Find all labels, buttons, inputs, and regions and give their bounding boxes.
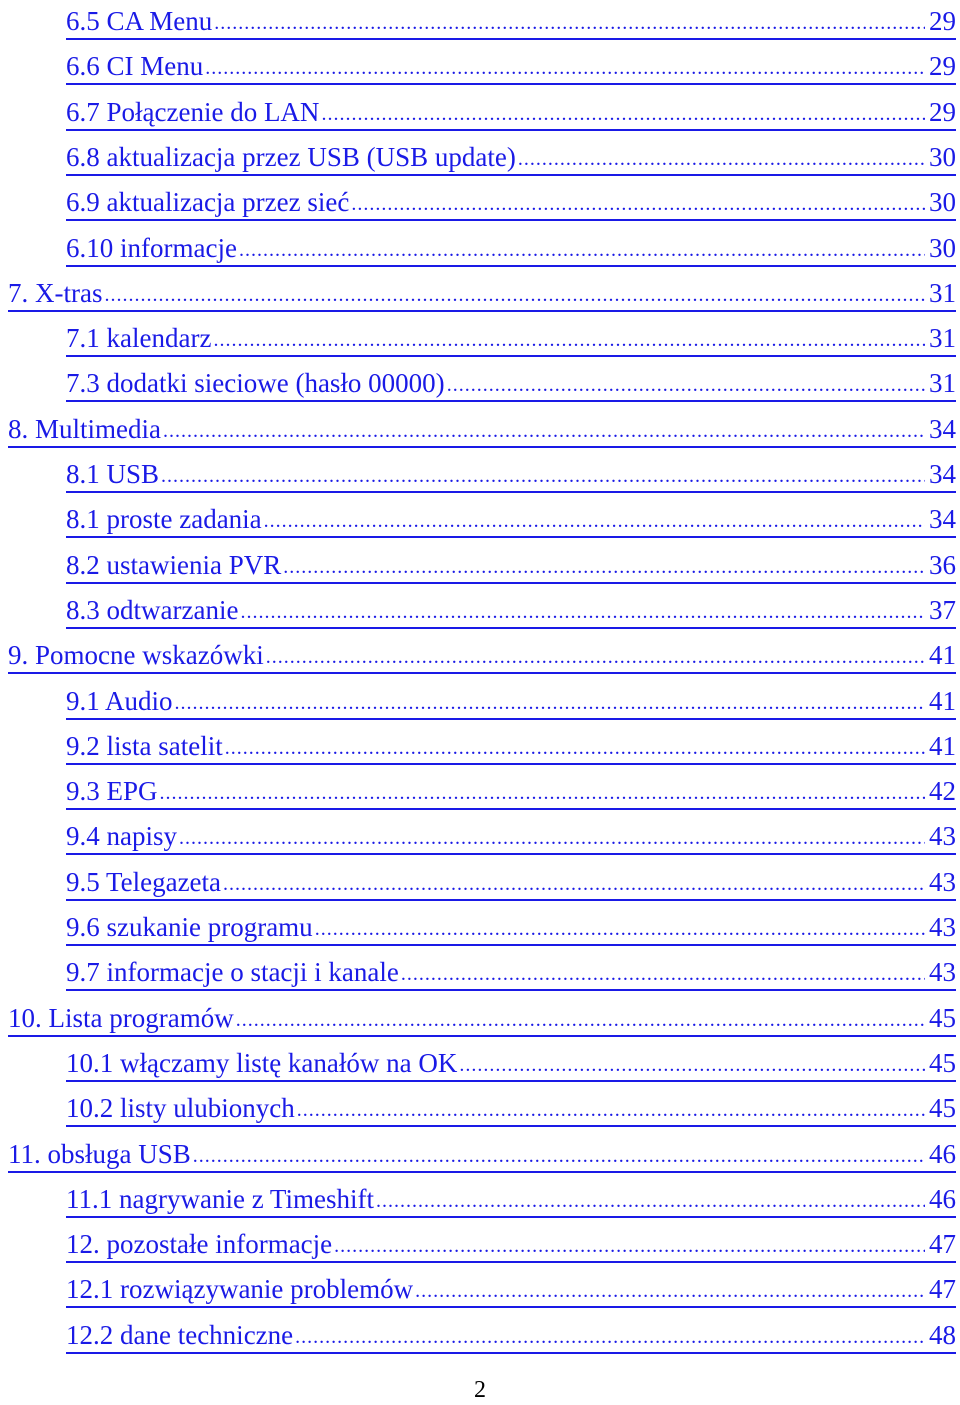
toc-entry-title: 8.1 proste zadania [66,504,262,535]
toc-dot-leader [264,510,925,532]
toc-entry[interactable] [8,634,956,674]
toc-entry[interactable] [66,91,956,131]
toc-entry[interactable] [8,408,956,448]
toc-dot-leader [315,918,925,940]
toc-entry-page: 29 [929,6,956,36]
toc-entry[interactable] [66,589,956,629]
toc-entry-title: 6.5 CA Menu [66,6,213,36]
toc-dot-leader [401,963,925,985]
toc-entry-title: 9.7 informacje o stacji i kanale [66,957,399,988]
toc-entry[interactable] [66,770,956,810]
toc-entry-title: 7. X-tras [8,277,103,308]
toc-dot-leader [161,465,925,487]
toc-entry-page: 31 [929,277,956,308]
toc-dot-leader [447,374,925,396]
toc-entry-page: 31 [929,323,956,354]
toc-entry[interactable] [8,997,956,1037]
toc-entry-title: 6.6 CI Menu [66,51,204,82]
toc-dot-leader [175,692,925,714]
toc-entry-page: 47 [929,1274,956,1305]
toc-entry-page: 41 [929,730,956,761]
toc-dot-leader [205,57,925,79]
toc-entry-page: 30 [929,232,956,263]
toc-dot-leader [376,1190,925,1212]
toc-entry-page: 30 [929,141,956,172]
toc-entry-page: 46 [929,1138,956,1169]
toc-dot-leader [351,193,925,215]
toc-entry-page: 34 [929,504,956,535]
toc-entry-page: 42 [929,776,956,807]
toc-entry-title: 8.3 odtwarzanie [66,594,239,625]
toc-entry-page: 34 [929,459,956,489]
toc-entry-title: 9.5 Telegazeta [66,866,222,897]
toc-entry[interactable] [66,861,956,901]
toc-entry-page: 41 [929,685,956,716]
toc-dot-leader [283,556,925,578]
toc-entry[interactable] [66,1178,956,1218]
toc-entry[interactable] [66,680,956,720]
toc-entry-page: 45 [929,1047,956,1078]
toc-entry-title: 9. Pomocne wskazówki [8,640,264,671]
toc-entry-page: 43 [929,957,956,988]
toc-entry-title: 9.1 Audio [66,685,173,716]
toc-entry-title: 6.10 informacje [66,232,237,263]
toc-entry[interactable] [8,272,956,312]
toc-entry-title: 6.9 aktualizacja przez sieć [66,187,350,218]
toc-entry-title: 11.1 nagrywanie z Timeshift [66,1183,374,1214]
toc-dot-leader [239,239,925,261]
toc-entry-title: 10.1 włączamy listę kanałów na OK [66,1047,458,1078]
toc-dot-leader [225,737,925,759]
toc-dot-leader [415,1280,925,1302]
toc-entry[interactable] [66,1223,956,1263]
toc-dot-leader [240,601,925,623]
toc-dot-leader [179,827,925,849]
toc-dot-leader [193,1145,925,1167]
toc-entry-page: 47 [929,1229,956,1260]
toc-entry[interactable] [66,45,956,85]
toc-entry-title: 9.2 lista satelit [66,730,223,761]
toc-entry-title: 6.8 aktualizacja przez USB (USB update) [66,141,516,172]
toc-entry-title: 6.7 Połączenie do LAN [66,96,320,127]
toc-entry-page: 43 [929,821,956,852]
toc-entry-page: 43 [929,912,956,942]
toc-entry-page: 48 [929,1319,956,1350]
toc-entry[interactable] [66,1314,956,1354]
toc-entry[interactable] [66,181,956,221]
toc-entry-title: 10. Lista programów [8,1002,234,1033]
toc-entry-title: 9.4 napisy [66,821,177,852]
toc-dot-leader [297,1099,925,1121]
toc-entry[interactable] [66,362,956,402]
toc-dot-leader [213,329,925,351]
toc-entry-title: 9.6 szukanie programu [66,912,313,942]
toc-entry-page: 34 [929,413,956,444]
toc-entry-page: 36 [929,549,956,580]
toc-entry[interactable] [66,453,956,493]
toc-entry-title: 10.2 listy ulubionych [66,1093,295,1124]
toc-entry-title: 8. Multimedia [8,413,161,444]
toc-dot-leader [334,1235,925,1257]
toc-entry-title: 9.3 EPG [66,776,158,807]
toc-entry-page: 30 [929,187,956,218]
toc-entry-page: 43 [929,866,956,897]
toc-entry[interactable] [66,136,956,176]
toc-entry-title: 11. obsługa USB [8,1138,191,1169]
toc-entry-title: 12. pozostałe informacje [66,1229,333,1260]
toc-dot-leader [104,284,925,306]
toc-dot-leader [163,420,925,442]
toc-entry[interactable] [66,317,956,357]
toc-entry-page: 37 [929,594,956,625]
toc-dot-leader [223,873,925,895]
toc-entry[interactable] [66,544,956,584]
toc-entry[interactable] [66,1087,956,1127]
toc-entry-title: 7.3 dodatki sieciowe (hasło 00000) [66,368,445,399]
toc-entry[interactable] [66,725,956,765]
toc-entry-title: 8.1 USB [66,459,160,489]
toc-dot-leader [160,782,925,804]
toc-entry-title: 7.1 kalendarz [66,323,212,354]
toc-entry[interactable] [66,1268,956,1308]
page-number: 2 [474,1377,486,1403]
toc-entry[interactable] [66,0,956,40]
toc-entry-page: 41 [929,640,956,671]
toc-dot-leader [518,148,925,170]
toc-entry[interactable] [66,951,956,991]
toc-dot-leader [214,12,925,34]
toc-entry[interactable] [66,227,956,267]
toc-entry-page: 29 [929,51,956,82]
toc-entry-page: 46 [929,1183,956,1214]
toc-dot-leader [459,1054,925,1076]
toc-entry[interactable] [66,1042,956,1082]
toc-dot-leader [321,103,925,125]
toc-entry-title: 12.1 rozwiązywanie problemów [66,1274,414,1305]
toc-entry-title: 12.2 dane techniczne [66,1319,294,1350]
toc-dot-leader [295,1326,925,1348]
toc-entry-page: 29 [929,96,956,127]
toc-entry-title: 8.2 ustawienia PVR [66,549,282,580]
toc-entry-page: 45 [929,1002,956,1033]
toc-entry-page: 31 [929,368,956,399]
toc-entry[interactable] [66,815,956,855]
toc-dot-leader [266,646,925,668]
toc-dot-leader [236,1009,925,1031]
toc-entry[interactable] [66,498,956,538]
toc-entry-page: 45 [929,1093,956,1124]
toc-entry[interactable] [8,1133,956,1173]
toc-entry[interactable] [66,906,956,946]
